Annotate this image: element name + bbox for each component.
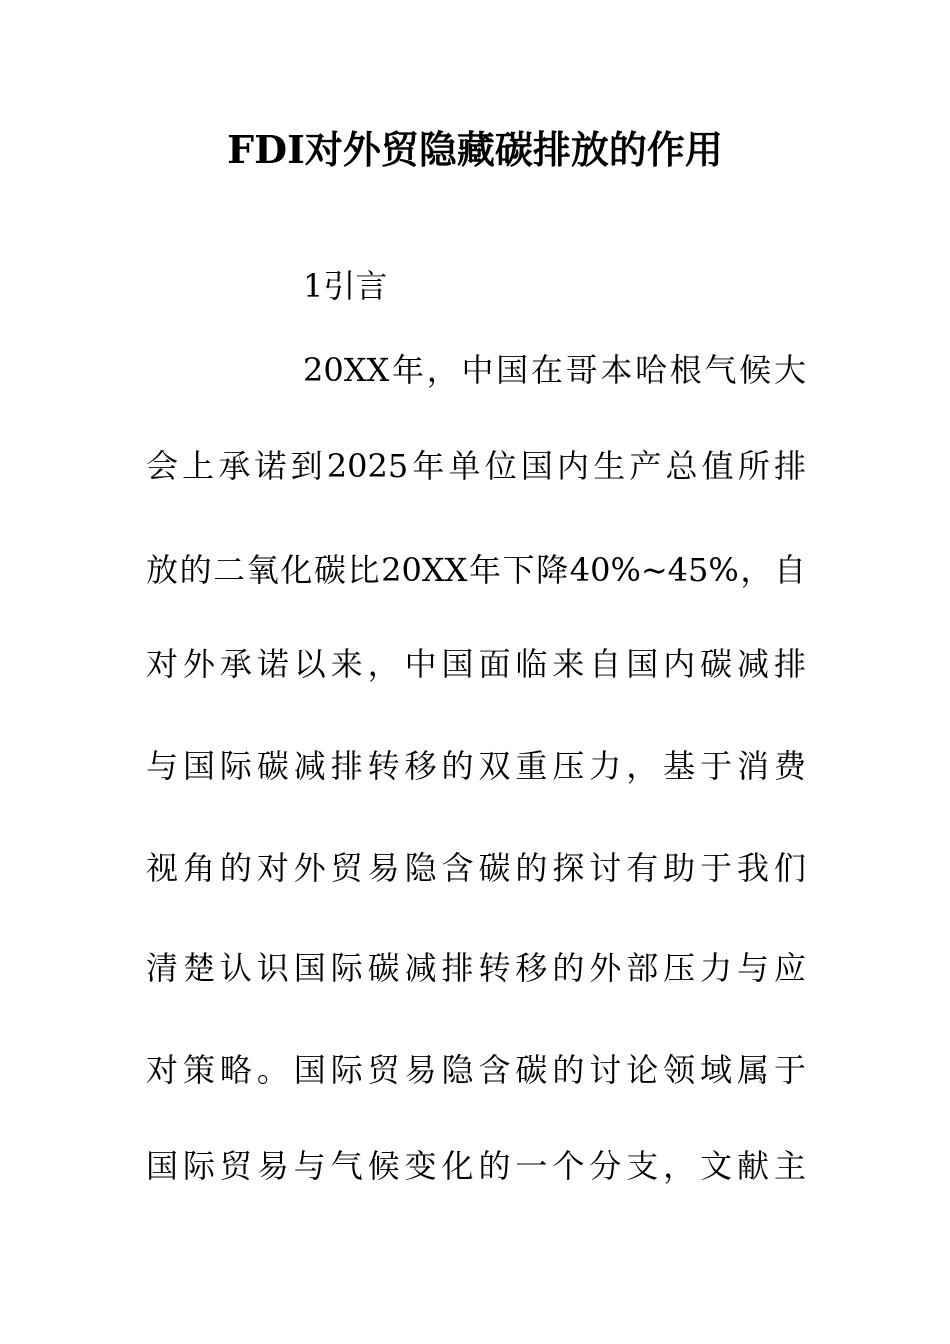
section-heading: 1引言 bbox=[303, 267, 388, 305]
paragraph-line: 与国际碳减排转移的双重压力，基于消费 bbox=[146, 747, 806, 785]
paragraph-line: 视角的对外贸易隐含碳的探讨有助于我们 bbox=[146, 849, 806, 887]
paragraph-line: 清楚认识国际碳减排转移的外部压力与应 bbox=[146, 949, 806, 987]
paragraph-line: 国际贸易与气候变化的一个分支，文献主 bbox=[146, 1147, 806, 1185]
paragraph-line: 对外承诺以来，中国面临来自国内碳减排 bbox=[146, 645, 806, 683]
document-title: FDI对外贸隐藏碳排放的作用 bbox=[227, 127, 723, 172]
paragraph-line: 20XX年，中国在哥本哈根气候大 bbox=[303, 351, 806, 389]
paragraph-line: 会上承诺到2025年单位国内生产总值所排 bbox=[146, 447, 806, 485]
paragraph-line: 对策略。国际贸易隐含碳的讨论领域属于 bbox=[146, 1051, 806, 1089]
paragraph-line: 放的二氧化碳比20XX年下降40%~45%，自 bbox=[146, 551, 806, 589]
